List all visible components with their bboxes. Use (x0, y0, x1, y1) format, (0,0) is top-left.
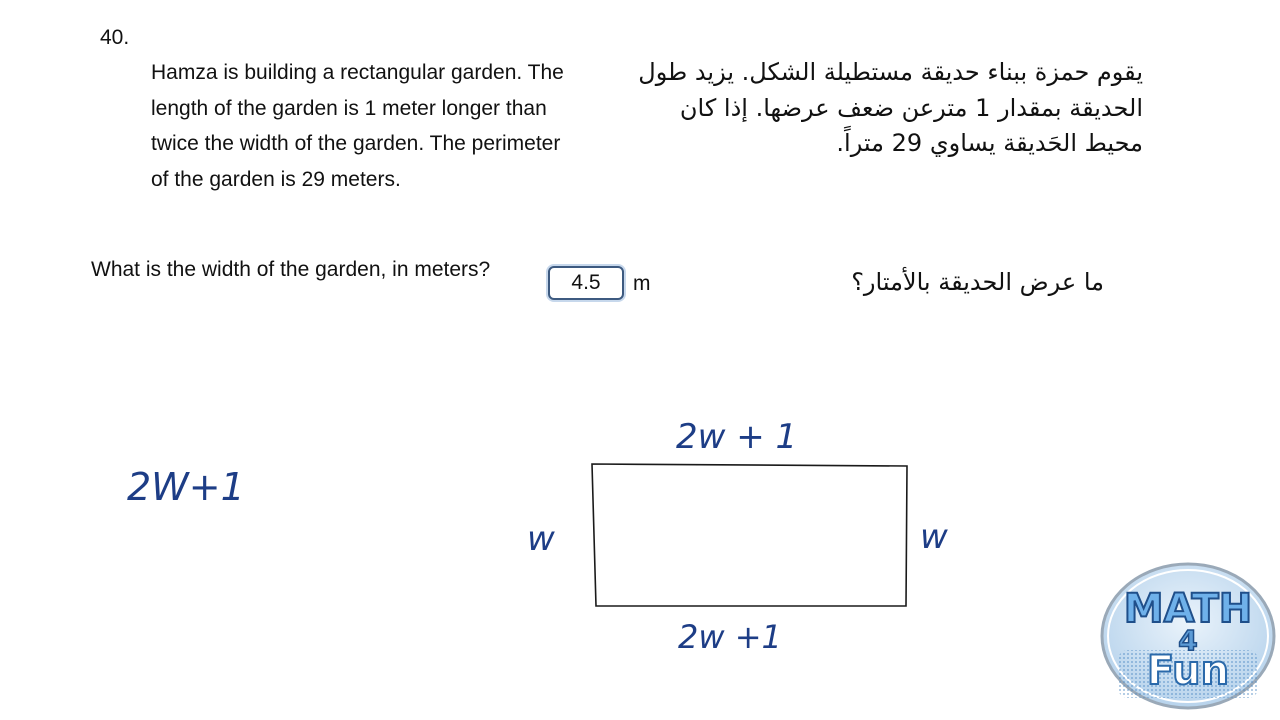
answer-input[interactable]: 4.5 (548, 266, 624, 300)
question-prompt-english: What is the width of the garden, in meters? (91, 258, 491, 281)
garden-rectangle (592, 464, 907, 606)
logo-text-4: 4 (1178, 624, 1198, 657)
logo-text-math: MATH (1123, 586, 1253, 632)
handwritten-bottom-label: 2w +1 (678, 618, 782, 656)
problem-ar-line: الحديقة بمقدار 1 مترعن ضعف عرضها. إذا كان (679, 93, 1143, 122)
answer-unit: m (633, 272, 651, 295)
problem-ar-line: محيط الحَديقة يساوي 29 متراً. (836, 129, 1143, 157)
problem-en-line: twice the width of the garden. The perimeter (151, 132, 561, 155)
problem-en-line: of the garden is 29 meters. (151, 167, 401, 191)
handwritten-left-side: w (527, 519, 555, 559)
question-number: 40. (100, 26, 130, 49)
handwritten-top-label: 2w + 1 (676, 417, 798, 457)
handwritten-right-side: w (920, 517, 948, 557)
handwritten-left-note: 2W+1 (127, 465, 245, 509)
problem-en-line: Hamza is building a rectangular garden. The (151, 61, 564, 84)
question-prompt-arabic: ما عرض الحديقة بالأمتار؟ (851, 268, 1104, 296)
logo-text-fun: Fun (1146, 648, 1230, 694)
problem-ar-line: يقوم حمزة ببناء حديقة مستطيلة الشكل. يزيد طول (638, 58, 1143, 86)
problem-en-line: length of the garden is 1 meter longer than (151, 96, 547, 120)
math4fun-logo (1098, 560, 1278, 712)
